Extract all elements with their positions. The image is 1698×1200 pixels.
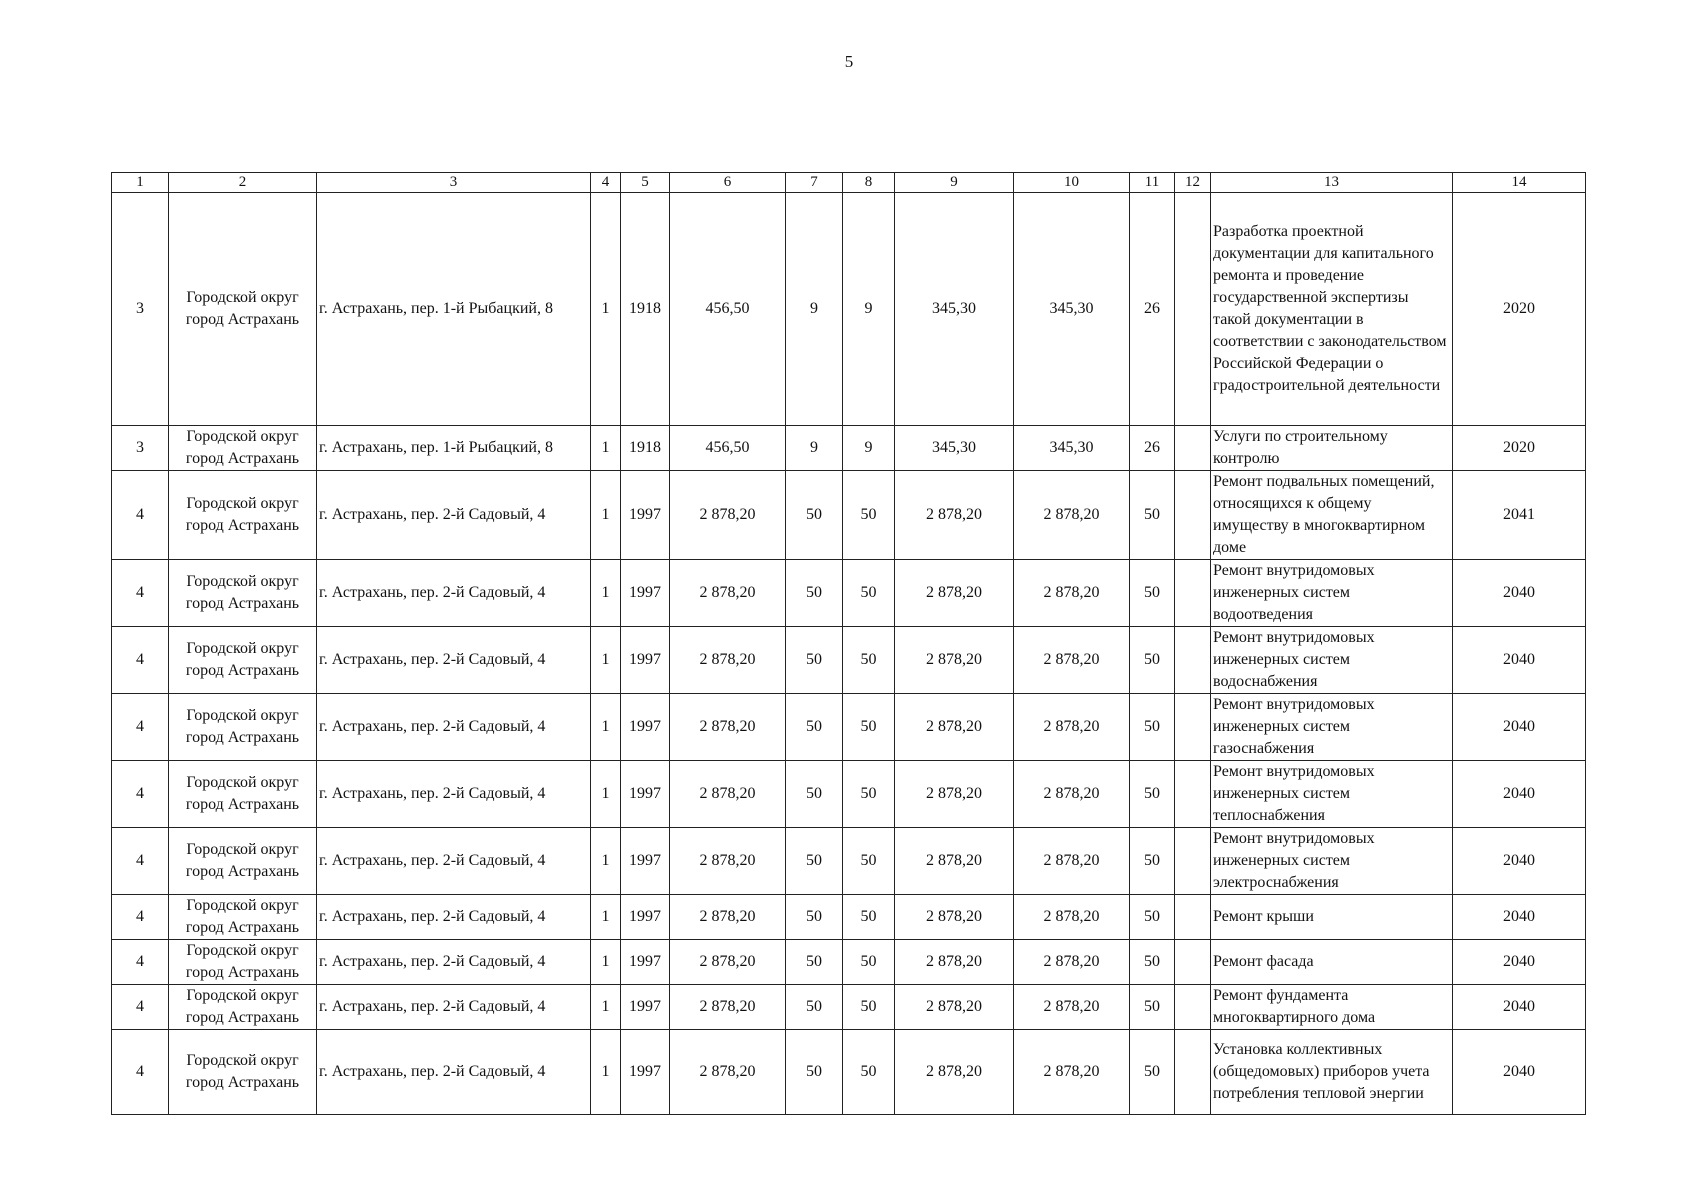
cell-col-11: 50 (1130, 694, 1175, 761)
cell-col-12 (1175, 471, 1211, 560)
cell-col-12 (1175, 761, 1211, 828)
cell-area-total: 2 878,20 (670, 895, 786, 940)
cell-col-12 (1175, 895, 1211, 940)
cell-area-10: 2 878,20 (1014, 694, 1130, 761)
cell-col-7: 50 (786, 560, 843, 627)
cell-plan-year: 2040 (1453, 985, 1586, 1030)
cell-col-8: 9 (843, 426, 895, 471)
cell-plan-year: 2040 (1453, 940, 1586, 985)
cell-plan-year: 2020 (1453, 426, 1586, 471)
cell-col-8: 50 (843, 560, 895, 627)
column-number: 1 (112, 173, 169, 193)
table-row (112, 985, 1586, 1030)
cell-municipality: Городской округ город Астрахань (169, 426, 317, 471)
cell-plan-year: 2041 (1453, 471, 1586, 560)
cell-col-4: 1 (591, 694, 621, 761)
cell-area-9: 2 878,20 (895, 895, 1014, 940)
cell-area-10: 2 878,20 (1014, 895, 1130, 940)
cell-address: г. Астрахань, пер. 2-й Садовый, 4 (317, 828, 591, 895)
column-number: 9 (895, 173, 1014, 193)
cell-col-12 (1175, 694, 1211, 761)
cell-col-8: 9 (843, 193, 895, 426)
cell-municipality: Городской округ город Астрахань (169, 560, 317, 627)
cell-municipality: Городской округ город Астрахань (169, 940, 317, 985)
cell-address: г. Астрахань, пер. 2-й Садовый, 4 (317, 560, 591, 627)
cell-col-4: 1 (591, 471, 621, 560)
cell-col-4: 1 (591, 761, 621, 828)
cell-col-7: 50 (786, 985, 843, 1030)
cell-col-12 (1175, 627, 1211, 694)
column-number-row (112, 173, 1586, 193)
cell-area-10: 2 878,20 (1014, 985, 1130, 1030)
cell-work-type: Ремонт фасада (1211, 940, 1453, 985)
cell-municipality: Городской округ город Астрахань (169, 828, 317, 895)
cell-plan-year: 2040 (1453, 828, 1586, 895)
cell-area-10: 345,30 (1014, 193, 1130, 426)
cell-col-11: 50 (1130, 828, 1175, 895)
cell-col-7: 50 (786, 694, 843, 761)
table-row (112, 193, 1586, 426)
column-number: 6 (670, 173, 786, 193)
table-row (112, 426, 1586, 471)
column-number: 8 (843, 173, 895, 193)
cell-col-11: 50 (1130, 471, 1175, 560)
cell-area-total: 2 878,20 (670, 1030, 786, 1115)
column-number: 5 (621, 173, 670, 193)
column-number: 4 (591, 173, 621, 193)
cell-plan-year: 2020 (1453, 193, 1586, 426)
cell-area-total: 2 878,20 (670, 694, 786, 761)
cell-year: 1997 (621, 627, 670, 694)
cell-work-type: Ремонт внутридомовых инженерных систем водоотведения (1211, 560, 1453, 627)
cell-col-8: 50 (843, 940, 895, 985)
cell-municipality: Городской округ город Астрахань (169, 1030, 317, 1115)
column-number: 7 (786, 173, 843, 193)
cell-item-number: 4 (112, 940, 169, 985)
cell-year: 1997 (621, 471, 670, 560)
cell-col-8: 50 (843, 761, 895, 828)
cell-area-9: 2 878,20 (895, 761, 1014, 828)
cell-work-type: Ремонт фундамента многоквартирного дома (1211, 985, 1453, 1030)
cell-work-type: Ремонт подвальных помещений, относящихся к общему имуществу в многоквартирном доме (1211, 471, 1453, 560)
cell-plan-year: 2040 (1453, 627, 1586, 694)
cell-area-9: 2 878,20 (895, 560, 1014, 627)
cell-area-9: 2 878,20 (895, 985, 1014, 1030)
cell-col-4: 1 (591, 895, 621, 940)
cell-item-number: 4 (112, 828, 169, 895)
table-row (112, 828, 1586, 895)
cell-col-11: 50 (1130, 627, 1175, 694)
cell-item-number: 4 (112, 471, 169, 560)
cell-area-total: 2 878,20 (670, 761, 786, 828)
cell-area-total: 2 878,20 (670, 940, 786, 985)
cell-area-10: 2 878,20 (1014, 828, 1130, 895)
cell-col-8: 50 (843, 471, 895, 560)
table-row (112, 1030, 1586, 1115)
cell-col-11: 50 (1130, 761, 1175, 828)
cell-col-11: 50 (1130, 560, 1175, 627)
cell-area-9: 2 878,20 (895, 694, 1014, 761)
cell-address: г. Астрахань, пер. 2-й Садовый, 4 (317, 940, 591, 985)
cell-area-9: 2 878,20 (895, 471, 1014, 560)
cell-area-total: 456,50 (670, 426, 786, 471)
cell-col-7: 50 (786, 1030, 843, 1115)
cell-col-7: 9 (786, 426, 843, 471)
cell-area-total: 2 878,20 (670, 828, 786, 895)
cell-area-total: 2 878,20 (670, 985, 786, 1030)
cell-area-total: 456,50 (670, 193, 786, 426)
cell-item-number: 4 (112, 694, 169, 761)
cell-area-9: 345,30 (895, 426, 1014, 471)
column-number: 13 (1211, 173, 1453, 193)
cell-area-10: 345,30 (1014, 426, 1130, 471)
cell-col-4: 1 (591, 560, 621, 627)
cell-municipality: Городской округ город Астрахань (169, 627, 317, 694)
cell-address: г. Астрахань, пер. 2-й Садовый, 4 (317, 761, 591, 828)
cell-municipality: Городской округ город Астрахань (169, 985, 317, 1030)
cell-area-10: 2 878,20 (1014, 1030, 1130, 1115)
cell-year: 1918 (621, 426, 670, 471)
cell-col-11: 50 (1130, 1030, 1175, 1115)
cell-address: г. Астрахань, пер. 2-й Садовый, 4 (317, 895, 591, 940)
table-row (112, 895, 1586, 940)
cell-col-4: 1 (591, 627, 621, 694)
cell-plan-year: 2040 (1453, 1030, 1586, 1115)
cell-item-number: 4 (112, 895, 169, 940)
cell-col-12 (1175, 193, 1211, 426)
cell-col-4: 1 (591, 940, 621, 985)
cell-municipality: Городской округ город Астрахань (169, 471, 317, 560)
cell-item-number: 3 (112, 426, 169, 471)
cell-plan-year: 2040 (1453, 895, 1586, 940)
cell-col-12 (1175, 828, 1211, 895)
cell-col-8: 50 (843, 627, 895, 694)
cell-year: 1997 (621, 828, 670, 895)
cell-year: 1918 (621, 193, 670, 426)
cell-address: г. Астрахань, пер. 2-й Садовый, 4 (317, 985, 591, 1030)
cell-col-8: 50 (843, 828, 895, 895)
table-row (112, 761, 1586, 828)
column-number: 2 (169, 173, 317, 193)
cell-col-12 (1175, 985, 1211, 1030)
cell-municipality: Городской округ город Астрахань (169, 761, 317, 828)
cell-col-8: 50 (843, 895, 895, 940)
cell-col-11: 50 (1130, 940, 1175, 985)
cell-col-7: 50 (786, 471, 843, 560)
cell-work-type: Ремонт внутридомовых инженерных систем электроснабжения (1211, 828, 1453, 895)
cell-col-8: 50 (843, 694, 895, 761)
cell-area-9: 345,30 (895, 193, 1014, 426)
cell-year: 1997 (621, 940, 670, 985)
cell-area-10: 2 878,20 (1014, 761, 1130, 828)
cell-area-9: 2 878,20 (895, 828, 1014, 895)
cell-col-7: 50 (786, 940, 843, 985)
cell-work-type: Ремонт крыши (1211, 895, 1453, 940)
cell-col-7: 50 (786, 627, 843, 694)
cell-col-12 (1175, 1030, 1211, 1115)
table-row (112, 940, 1586, 985)
table-row (112, 471, 1586, 560)
cell-item-number: 4 (112, 761, 169, 828)
cell-address: г. Астрахань, пер. 1-й Рыбацкий, 8 (317, 193, 591, 426)
cell-address: г. Астрахань, пер. 2-й Садовый, 4 (317, 1030, 591, 1115)
column-number: 14 (1453, 173, 1586, 193)
column-number: 11 (1130, 173, 1175, 193)
cell-area-10: 2 878,20 (1014, 560, 1130, 627)
cell-year: 1997 (621, 694, 670, 761)
cell-work-type: Ремонт внутридомовых инженерных систем газоснабжения (1211, 694, 1453, 761)
table-row (112, 560, 1586, 627)
cell-plan-year: 2040 (1453, 761, 1586, 828)
cell-area-9: 2 878,20 (895, 1030, 1014, 1115)
cell-year: 1997 (621, 985, 670, 1030)
cell-col-8: 50 (843, 985, 895, 1030)
cell-col-12 (1175, 426, 1211, 471)
table-row (112, 694, 1586, 761)
cell-col-4: 1 (591, 1030, 621, 1115)
cell-col-11: 26 (1130, 193, 1175, 426)
cell-item-number: 4 (112, 1030, 169, 1115)
capital-repair-table (111, 172, 1586, 1115)
cell-work-type: Ремонт внутридомовых инженерных систем водоснабжения (1211, 627, 1453, 694)
cell-area-10: 2 878,20 (1014, 940, 1130, 985)
cell-col-4: 1 (591, 985, 621, 1030)
column-number: 10 (1014, 173, 1130, 193)
column-number: 3 (317, 173, 591, 193)
cell-area-total: 2 878,20 (670, 471, 786, 560)
cell-col-8: 50 (843, 1030, 895, 1115)
cell-item-number: 3 (112, 193, 169, 426)
cell-item-number: 4 (112, 560, 169, 627)
cell-col-11: 50 (1130, 985, 1175, 1030)
cell-year: 1997 (621, 761, 670, 828)
cell-col-7: 50 (786, 895, 843, 940)
cell-plan-year: 2040 (1453, 694, 1586, 761)
cell-area-10: 2 878,20 (1014, 627, 1130, 694)
cell-area-9: 2 878,20 (895, 940, 1014, 985)
cell-address: г. Астрахань, пер. 2-й Садовый, 4 (317, 627, 591, 694)
cell-item-number: 4 (112, 627, 169, 694)
cell-work-type: Услуги по строительному контролю (1211, 426, 1453, 471)
table-row (112, 627, 1586, 694)
cell-municipality: Городской округ город Астрахань (169, 694, 317, 761)
column-number: 12 (1175, 173, 1211, 193)
cell-municipality: Городской округ город Астрахань (169, 193, 317, 426)
cell-year: 1997 (621, 1030, 670, 1115)
cell-area-9: 2 878,20 (895, 627, 1014, 694)
cell-col-12 (1175, 940, 1211, 985)
cell-col-7: 9 (786, 193, 843, 426)
cell-col-7: 50 (786, 828, 843, 895)
cell-work-type: Установка коллективных (общедомовых) приборов учета потребления тепловой энергии (1211, 1030, 1453, 1115)
cell-item-number: 4 (112, 985, 169, 1030)
cell-col-11: 26 (1130, 426, 1175, 471)
cell-area-total: 2 878,20 (670, 560, 786, 627)
cell-work-type: Ремонт внутридомовых инженерных систем теплоснабжения (1211, 761, 1453, 828)
cell-municipality: Городской округ город Астрахань (169, 895, 317, 940)
cell-address: г. Астрахань, пер. 2-й Садовый, 4 (317, 471, 591, 560)
cell-col-4: 1 (591, 828, 621, 895)
cell-address: г. Астрахань, пер. 1-й Рыбацкий, 8 (317, 426, 591, 471)
cell-col-11: 50 (1130, 895, 1175, 940)
cell-area-10: 2 878,20 (1014, 471, 1130, 560)
cell-address: г. Астрахань, пер. 2-й Садовый, 4 (317, 694, 591, 761)
cell-work-type: Разработка проектной документации для капитального ремонта и проведение государственной экспертизы такой документации в соответствии с законодательством Российской Федерации о градостроительной деятельности (1211, 193, 1453, 426)
cell-col-12 (1175, 560, 1211, 627)
cell-col-7: 50 (786, 761, 843, 828)
cell-col-4: 1 (591, 426, 621, 471)
cell-year: 1997 (621, 560, 670, 627)
cell-plan-year: 2040 (1453, 560, 1586, 627)
cell-area-total: 2 878,20 (670, 627, 786, 694)
cell-col-4: 1 (591, 193, 621, 426)
cell-year: 1997 (621, 895, 670, 940)
page-number: 5 (844, 52, 854, 71)
